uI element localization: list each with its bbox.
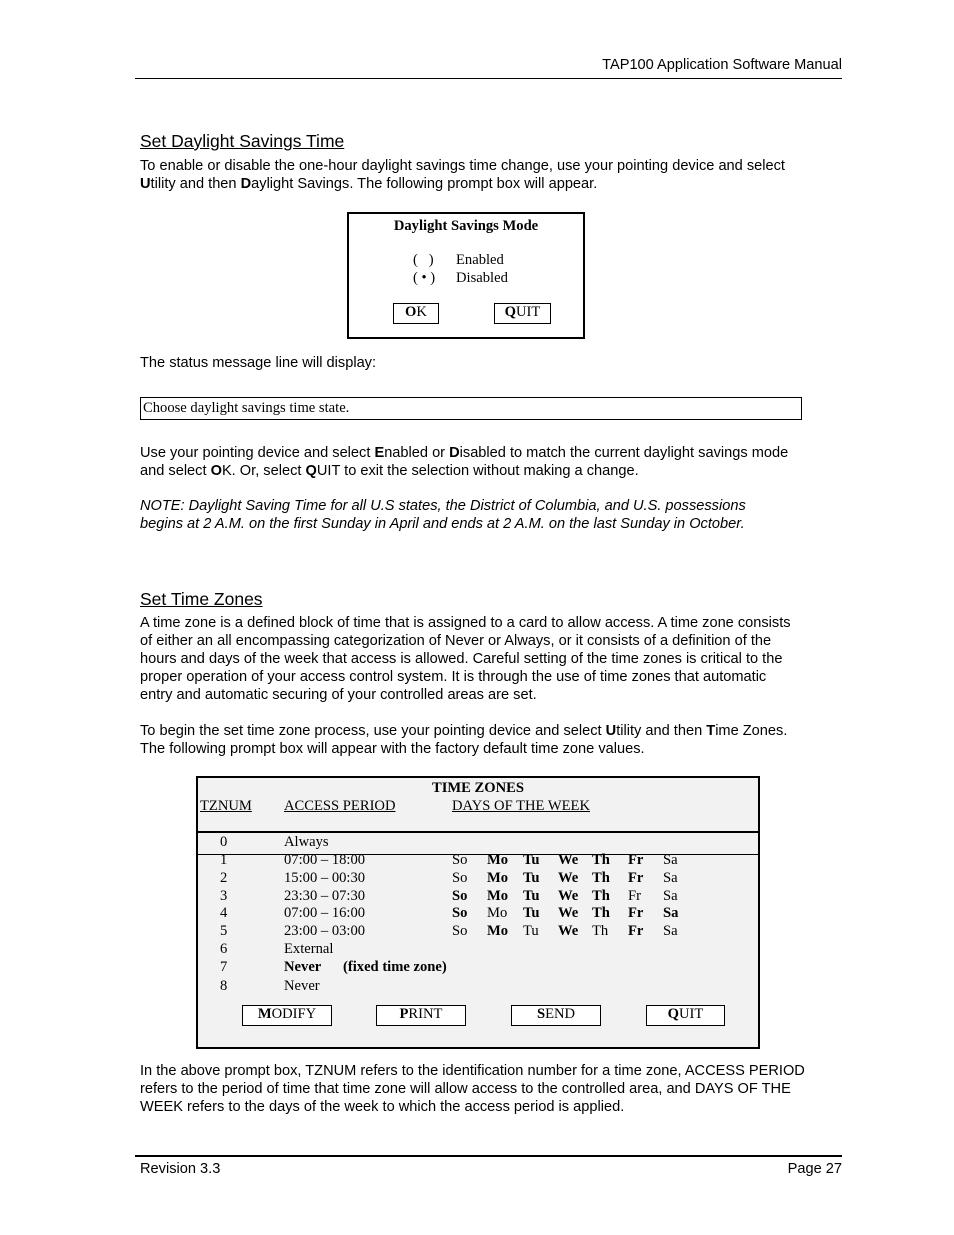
tz-day: Th xyxy=(592,887,610,904)
tz-day: Tu xyxy=(523,852,540,868)
tz-period: 07:00 – 16:00 xyxy=(284,905,366,922)
tz-day: So xyxy=(452,905,468,922)
tz-title: TIME ZONES xyxy=(431,780,525,796)
text-run: E xyxy=(374,445,385,461)
tz-period: 07:00 – 18:00 xyxy=(284,852,366,868)
dialog-title: Daylight Savings Mode xyxy=(393,218,539,234)
tz-period: 23:30 – 07:30 xyxy=(284,887,366,904)
text-run: U xyxy=(140,176,151,192)
send-hotkey: S xyxy=(536,1006,546,1022)
tz-num: 2 xyxy=(220,869,228,886)
send-label: END xyxy=(545,1006,576,1022)
modify-hotkey: M xyxy=(257,1006,272,1022)
tz-row-6[interactable] xyxy=(198,941,758,959)
running-header: TAP100 Application Software Manual xyxy=(602,57,842,73)
footer-page-number: Page 27 xyxy=(787,1161,842,1177)
timezones-dialog xyxy=(196,776,760,1049)
timezones-para1: A time zone is a defined block of time that is assigned to a card to allow access. A time zone consists of either an all encompassing categorization of Never or Always, or it consists of a definition of the hours and days of the week that access is allowed. Careful setting of the time zones is critical to the proper operation of your access control system. It is through the use of time zones that automatic entry and automatic securing of your controlled areas are set. xyxy=(140,615,791,703)
footer-rule xyxy=(135,1155,842,1157)
tz-row-1[interactable] xyxy=(198,852,758,870)
tz-day: Fr xyxy=(628,869,644,886)
tz-num: 8 xyxy=(220,978,228,994)
tz-day: We xyxy=(558,923,579,940)
quit-label: UIT xyxy=(516,304,541,320)
tz-num: 3 xyxy=(220,887,228,904)
print-button[interactable] xyxy=(376,1005,466,1026)
text-run: Q xyxy=(305,463,317,479)
tz-day: Mo xyxy=(487,905,508,922)
text-run: To enable or disable the one-hour daylight savings time change, use your pointing device and select xyxy=(140,158,785,174)
tz-day: Tu xyxy=(523,887,540,904)
tz-header-divider xyxy=(198,831,758,833)
tz-day: Mo xyxy=(487,869,509,886)
col-tznum: TZNUM xyxy=(200,798,252,814)
header-rule xyxy=(135,78,842,79)
section-heading-timezones: Set Time Zones xyxy=(140,589,263,609)
daylight-dialog xyxy=(347,212,585,339)
col-days-of-week: DAYS OF THE WEEK xyxy=(452,798,590,814)
tz-period: Never xyxy=(284,959,322,975)
tz-num: 6 xyxy=(220,941,228,957)
status-message-line: Choose daylight savings time state. xyxy=(140,397,802,420)
radio-disabled-label: Disabled xyxy=(456,270,508,286)
ok-label: K xyxy=(416,304,427,320)
text-run: UIT to exit the selection without making a change. xyxy=(316,463,639,479)
tz-day: Fr xyxy=(628,852,644,868)
tz-row-0[interactable] xyxy=(198,834,758,852)
tz-row-8[interactable] xyxy=(198,978,758,996)
tz-day: Tu xyxy=(523,905,540,922)
tz-day: Tu xyxy=(523,869,540,886)
tz-day: Tu xyxy=(523,923,539,940)
text-run: D xyxy=(240,176,252,192)
ok-button[interactable] xyxy=(393,303,439,324)
text-run: D xyxy=(449,445,460,461)
tz-row-7[interactable] xyxy=(198,959,758,977)
tz-row-2[interactable] xyxy=(198,870,758,888)
col-access-period: ACCESS PERIOD xyxy=(284,798,396,814)
send-button[interactable] xyxy=(511,1005,601,1026)
radio-enabled[interactable]: ( ) xyxy=(413,252,434,268)
modify-button[interactable] xyxy=(242,1005,332,1026)
tz-period: 15:00 – 00:30 xyxy=(284,869,366,886)
tz-day: Sa xyxy=(663,905,679,922)
tz-day: Sa xyxy=(663,887,678,904)
daylight-intro xyxy=(140,157,800,193)
tz-num: 5 xyxy=(220,923,228,940)
text-run: tility and then xyxy=(150,176,241,192)
dst-note: NOTE: Daylight Saving Time for all U.S states, the District of Columbia, and U.S. possessions begins at 2 A.M. on the first Sunday in April and ends at 2 A.M. on the last Sunday in October. xyxy=(140,498,746,532)
tz-day: We xyxy=(558,887,579,904)
tz-day: Th xyxy=(592,869,610,886)
tz-row-3[interactable] xyxy=(198,888,758,906)
tz-day: Mo xyxy=(487,887,509,904)
text-run: O xyxy=(210,463,222,479)
tz-day: So xyxy=(452,852,468,868)
tz-day: So xyxy=(452,923,468,940)
tz-day: Th xyxy=(592,905,610,922)
text-run: nabled or xyxy=(384,445,450,461)
tz-day: Th xyxy=(592,923,609,940)
timezones-para2 xyxy=(140,722,800,758)
tz-day: Mo xyxy=(487,923,509,940)
print-hotkey: P xyxy=(399,1006,409,1022)
text-run: aylight Savings. The following prompt box will appear. xyxy=(251,176,598,192)
tz-fixed-note: (fixed time zone) xyxy=(343,959,447,975)
text-run: isabled to match the current daylight savings mode and select xyxy=(140,445,789,479)
footer-revision: Revision 3.3 xyxy=(140,1161,221,1177)
tz-row-4[interactable] xyxy=(198,905,758,923)
print-label: RINT xyxy=(408,1006,443,1022)
tz-period: External xyxy=(284,941,334,957)
tz-day: So xyxy=(452,869,468,886)
tz-day: Sa xyxy=(663,923,678,940)
text-run: tility and then xyxy=(616,723,707,739)
text-run: T xyxy=(706,723,716,739)
timezones-para3: In the above prompt box, TZNUM refers to the identification number for a time zone, ACCESS PERIOD refers to the period of time that time zone will allow access to the controlled area, and DAYS OF THE WEEK refers to the days of the week to which the access period is applied. xyxy=(140,1063,805,1115)
tz-num: 0 xyxy=(220,834,228,850)
text-run: U xyxy=(605,723,617,739)
tz-day: We xyxy=(558,869,579,886)
status-intro: The status message line will display: xyxy=(140,355,377,371)
text-run: Use your pointing device and select xyxy=(140,445,375,461)
daylight-instructions xyxy=(140,444,800,480)
quit-hotkey: Q xyxy=(667,1006,680,1022)
text-run: To begin the set time zone process, use your pointing device and select xyxy=(140,723,606,739)
tz-period: 23:00 – 03:00 xyxy=(284,923,366,940)
tz-day: We xyxy=(558,905,579,922)
quit-button[interactable] xyxy=(646,1005,725,1026)
tz-row-5[interactable] xyxy=(198,923,758,941)
tz-day: Fr xyxy=(628,923,644,940)
tz-day: Mo xyxy=(487,852,509,868)
quit-button[interactable] xyxy=(494,303,551,324)
tz-num: 1 xyxy=(220,852,228,868)
quit-label: UIT xyxy=(679,1006,704,1022)
tz-num: 4 xyxy=(220,905,228,922)
quit-hotkey: Q xyxy=(504,304,517,320)
section-heading-daylight: Set Daylight Savings Time xyxy=(140,131,345,151)
tz-period: Never xyxy=(284,978,320,994)
ok-hotkey: O xyxy=(405,304,417,320)
tz-day: Th xyxy=(592,852,610,868)
tz-day: So xyxy=(452,887,468,904)
radio-enabled-label: Enabled xyxy=(456,252,504,268)
tz-day: Sa xyxy=(663,869,678,886)
text-run: K. Or, select xyxy=(221,463,306,479)
tz-day: We xyxy=(558,852,579,868)
tz-period: Always xyxy=(284,834,329,850)
tz-day: Sa xyxy=(663,852,678,868)
tz-num: 7 xyxy=(220,959,228,975)
tz-day: Fr xyxy=(628,887,641,904)
text-run: ime Zones. The following prompt box will appear with the factory default time zone values. xyxy=(140,723,788,757)
modify-label: ODIFY xyxy=(271,1006,317,1022)
radio-disabled[interactable]: ( • ) xyxy=(413,270,436,286)
tz-day: Fr xyxy=(628,905,644,922)
